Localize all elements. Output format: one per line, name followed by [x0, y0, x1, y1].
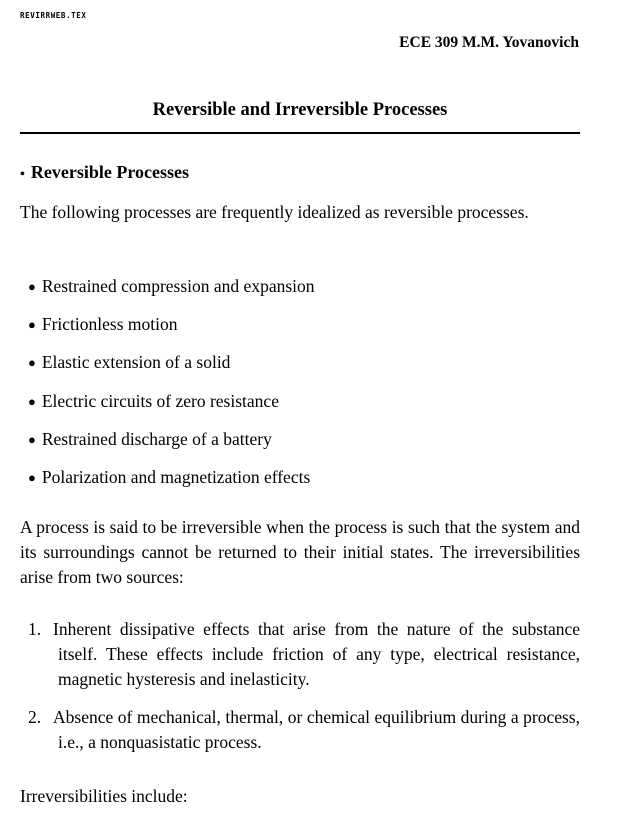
bullet-icon: ●	[28, 469, 36, 485]
page-title: Reversible and Irreversible Processes	[152, 100, 448, 120]
reversible-process-list	[28, 274, 315, 503]
item-text: Absence of mechanical, thermal, or chemical equilibrium during a process, i.e., a nonquasistatic process.	[53, 707, 580, 752]
list-item	[28, 274, 315, 312]
numbered-item	[20, 705, 580, 755]
list-item-text: Polarization and magnetization effects	[41, 466, 311, 487]
bullet-icon: •	[20, 167, 25, 182]
list-item-text: Restrained discharge of a battery	[41, 428, 272, 449]
course-author-header: ECE 309 M.M. Yovanovich	[399, 34, 579, 51]
item-number: 1.	[28, 619, 42, 639]
list-item-text: Electric circuits of zero resistance	[41, 390, 279, 411]
list-item	[28, 312, 315, 350]
bullet-icon: ●	[28, 279, 36, 294]
intro-paragraph: The following processes are frequently idealized as reversible processes.	[20, 202, 529, 222]
list-item-text: Elastic extension of a solid	[41, 352, 231, 373]
bullet-icon: ●	[28, 431, 36, 447]
bullet-icon: ●	[28, 355, 36, 371]
list-item	[28, 350, 315, 388]
item-number: 2.	[28, 707, 42, 727]
title-rule-divider	[20, 132, 580, 134]
list-item-text: Restrained compression and expansion	[41, 276, 315, 296]
numbered-item	[20, 617, 580, 692]
bullet-icon: ●	[28, 317, 36, 333]
section-heading	[20, 162, 189, 183]
section-heading-text: Reversible Processes	[30, 162, 190, 182]
bullet-icon: ●	[28, 393, 36, 409]
closing-paragraph: Irreversibilities include:	[20, 786, 188, 806]
list-item-text: Frictionless motion	[41, 314, 178, 335]
irreversible-paragraph: A process is said to be irreversible when the process is such that the system and its surroundings cannot be returned to their initial states. The irreversibilities arise from two sources:	[20, 517, 580, 587]
irreversibility-sources-list	[20, 617, 580, 768]
list-item	[28, 465, 315, 503]
file-name-label: REVIRRWEB.TEX	[20, 11, 87, 20]
item-text: Inherent dissipative effects that arise from the nature of the substance itself. These effects include friction of any type, electrical resistance, magnetic hysteresis and inelasticity.	[53, 619, 580, 689]
list-item	[28, 389, 315, 427]
list-item	[28, 427, 315, 465]
